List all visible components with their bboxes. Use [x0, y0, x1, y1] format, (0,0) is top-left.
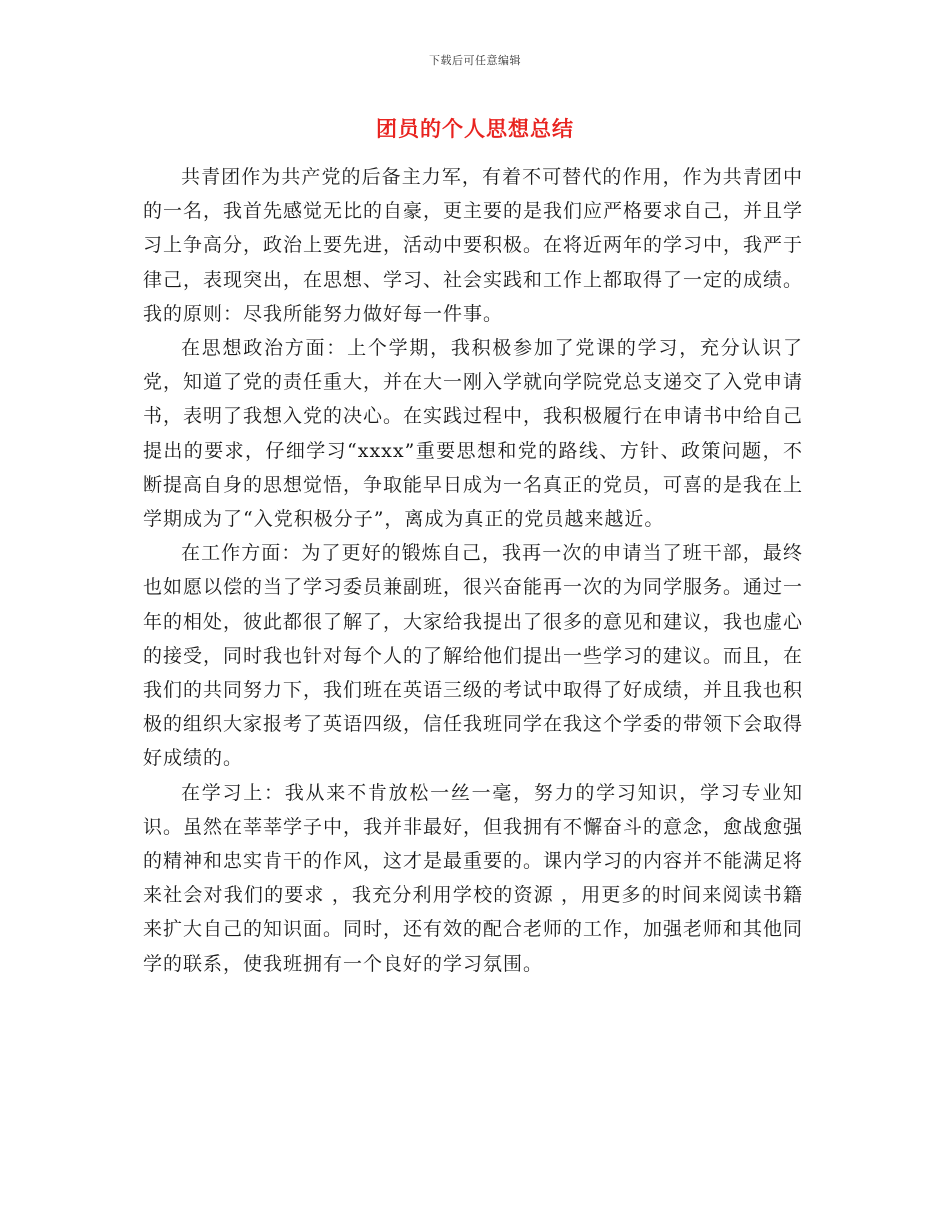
- paragraph: 在工作方面：为了更好的锻炼自己，我再一次的申请当了班干部，最终也如愿以偿的当了学习委员兼副班，很兴奋能再一次的为同学服务。通过一年的相处，彼此都很了解了，大家给我提出了很多的意见和建议，我也虚心的接受，同时我也针对每个人的了解给他们提出一些学习的建议。而且，在我们的共同努力下，我们班在英语三级的考试中取得了好成绩，并且我也积极的组织大家报考了英语四级，信任我班同学在我这个学委的带领下会取得好成绩的。: [143, 542, 804, 770]
- paragraph: 在学习上：我从来不肯放松一丝一毫，努力的学习知识，学习专业知识。虽然在莘莘学子中，我并非最好，但我拥有不懈奋斗的意念，愈战愈强的精神和忠实肯干的作风，这才是最重要的。课内学习的内容并不能满足将来社会对我们的要求 ，我充分利用学校的资源 ，用更多的时间来阅读书籍来扩大自己的知识面。同时，还有效的配合老师的工作，加强老师和其他同学的联系，使我班拥有一个良好的学习氛围。: [143, 781, 804, 975]
- document-body: [143, 160, 803, 981]
- document-title: 团员的个人思想总结: [376, 117, 574, 141]
- paragraph: 在思想政治方面：上个学期，我积极参加了党课的学习，充分认识了党，知道了党的责任重大，并在大一刚入学就向学院党总支递交了入党申请书，表明了我想入党的决心。在实践过程中，我积极履行在申请书中给自己提出的要求，仔细学习“xxxx”重要思想和党的路线、方针、政策问题，不断提高自身的思想觉悟，争取能早日成为一名真正的党员，可喜的是我在上学期成为了“入党积极分子”，离成为真正的党员越来越近。: [143, 337, 804, 531]
- paragraph: 共青团作为共产党的后备主力军，有着不可替代的作用，作为共青团中的一名，我首先感觉无比的自豪，更主要的是我们应严格要求自己，并且学习上争高分，政治上要先进，活动中要积极。在将近两年的学习中，我严于律己，表现突出，在思想、学习、社会实践和工作上都取得了一定的成绩。我的原则：尽我所能努力做好每一件事。: [143, 166, 804, 325]
- header-note: 下载后可任意编辑: [429, 54, 521, 67]
